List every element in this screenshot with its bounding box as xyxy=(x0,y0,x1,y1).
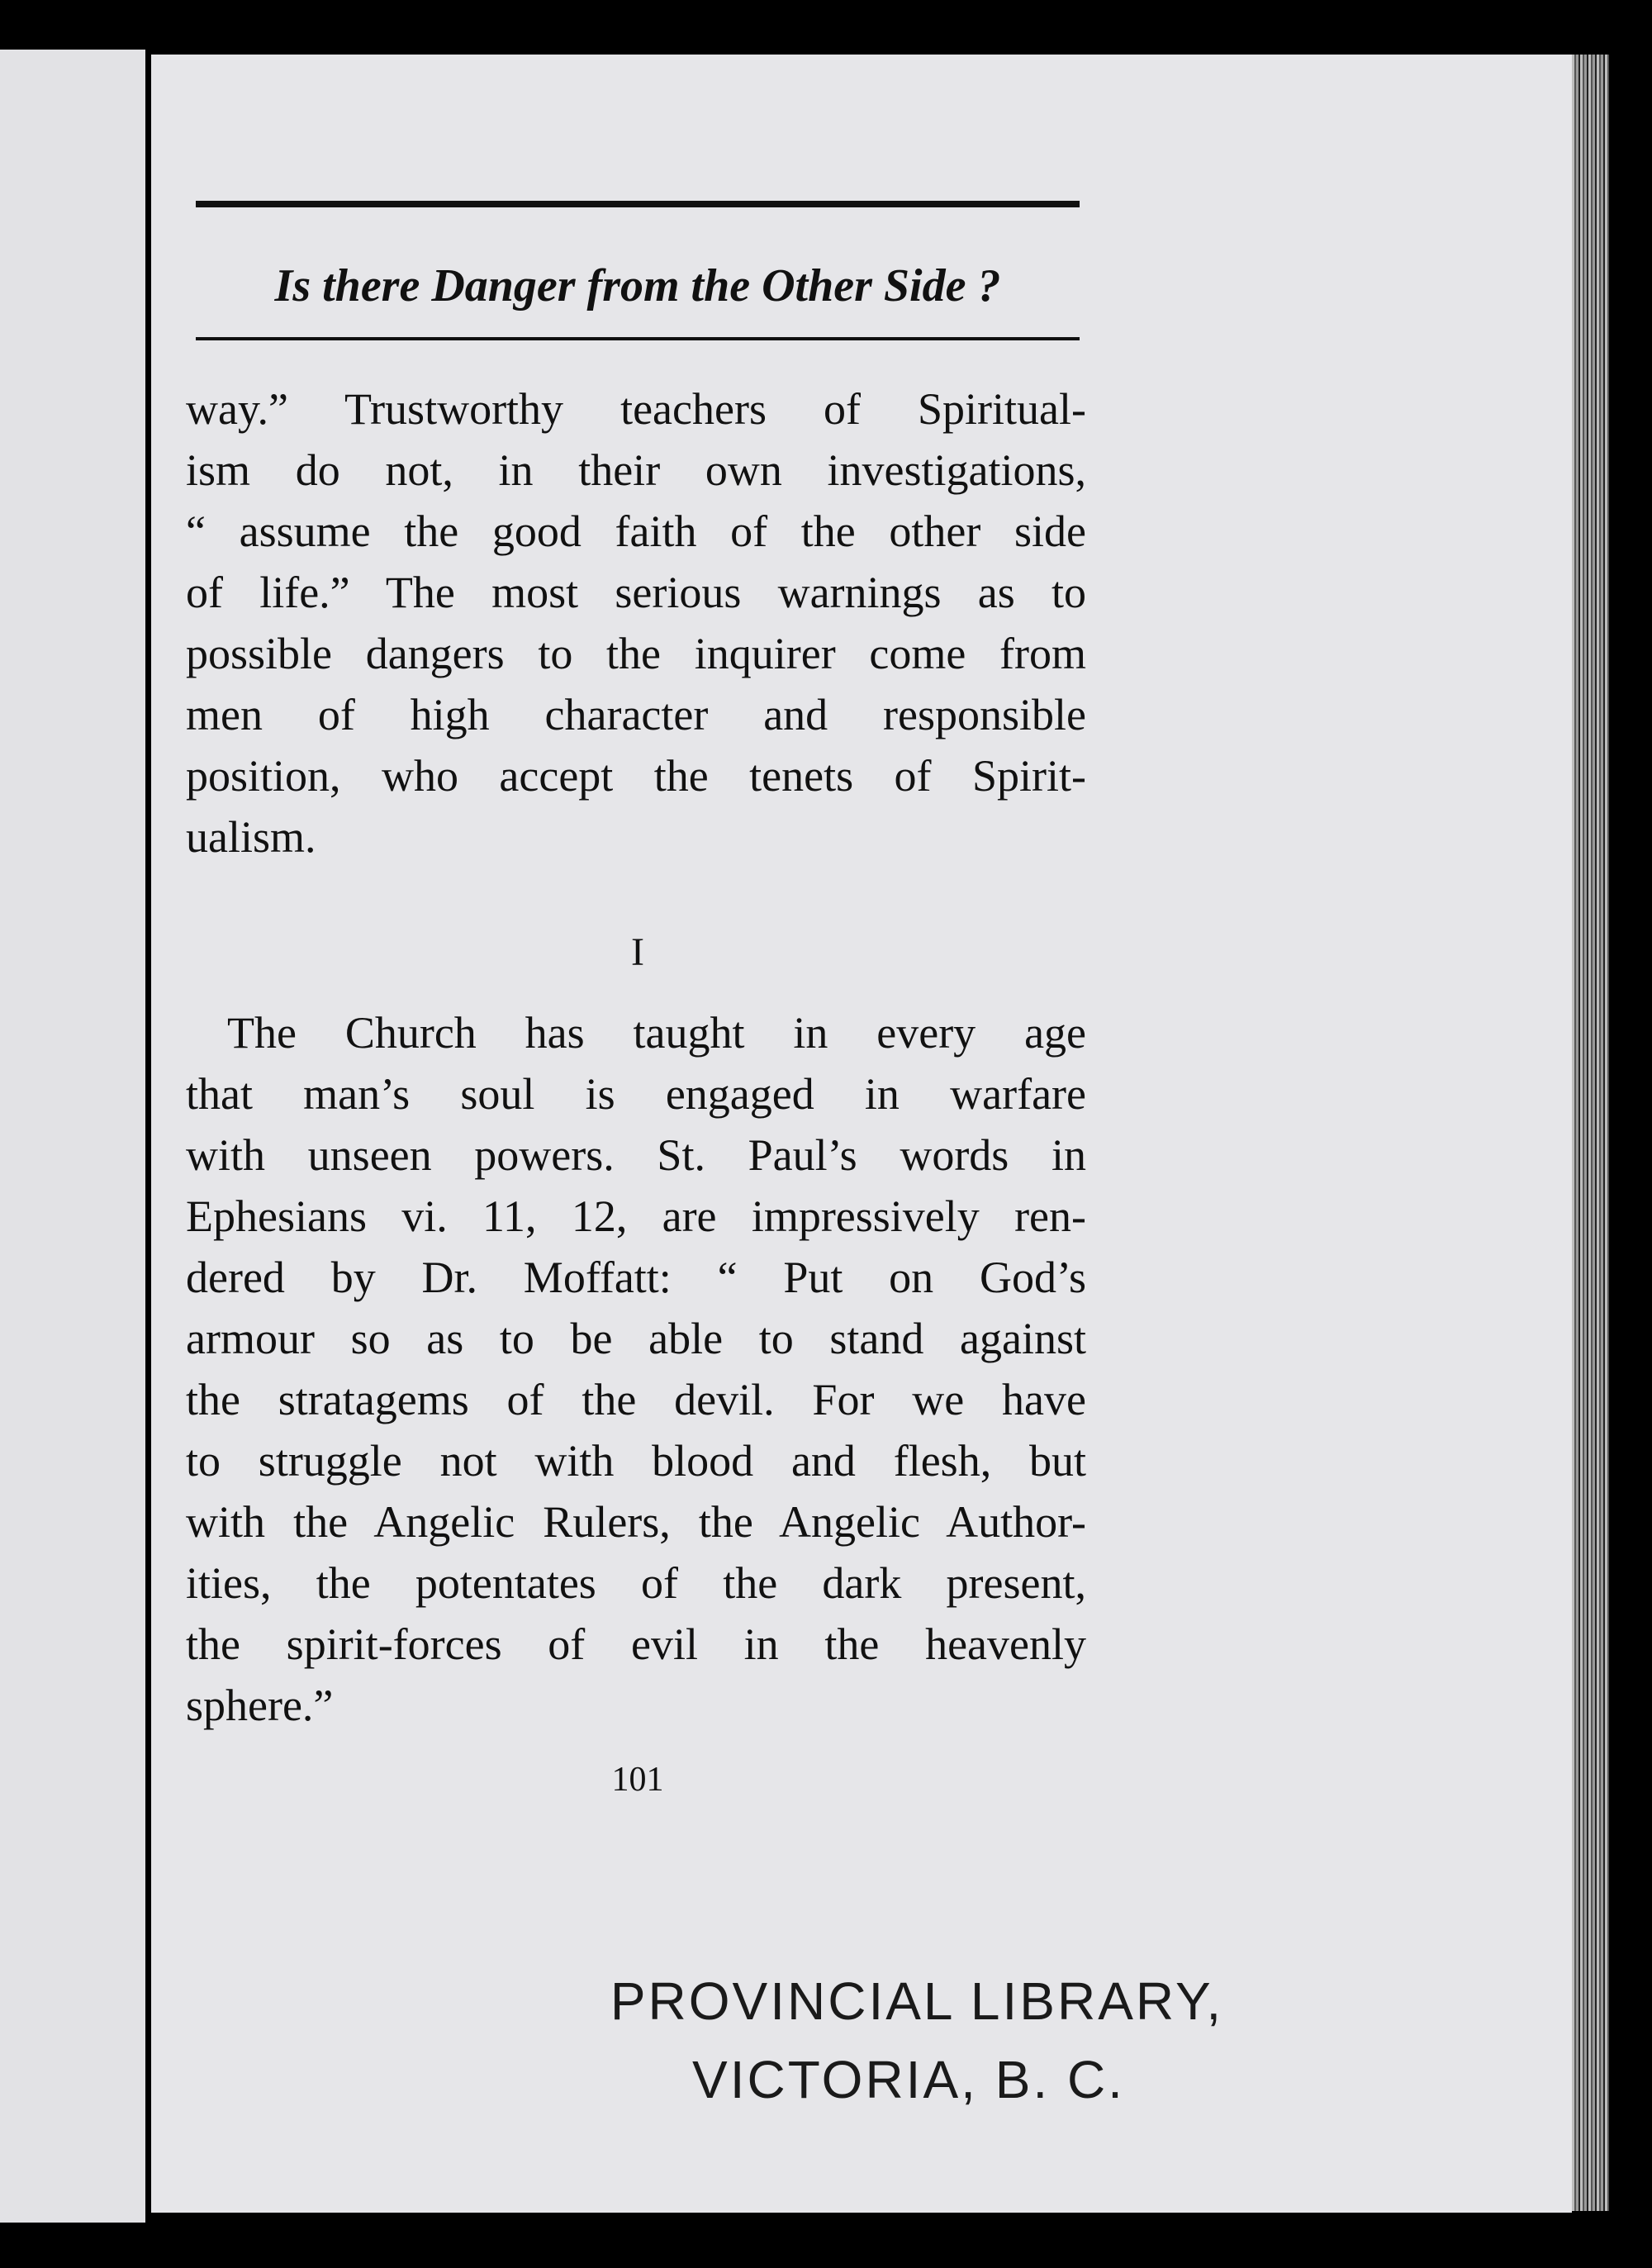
facing-page-edge xyxy=(0,50,145,2223)
text-line: with unseen powers. St. Paul’s words in xyxy=(186,1130,1086,1180)
text-line: dered by Dr. Moffatt: “ Put on God’s xyxy=(186,1253,1086,1302)
text-line: ualism. xyxy=(186,812,316,862)
text-line: ism do not, in their own investigations, xyxy=(186,445,1086,495)
text-line: Ephesians vi. 11, 12, are impressively ren- xyxy=(186,1191,1086,1241)
page-number: 101 xyxy=(611,1761,664,1799)
text-line: The Church has taught in every age xyxy=(227,1008,1086,1058)
text-line: men of high character and responsible xyxy=(186,690,1086,739)
library-stamp-line-2: VICTORIA, B. C. xyxy=(692,2050,1125,2109)
text-line: the spirit-forces of evil in the heavenly xyxy=(186,1619,1086,1669)
text-line: the stratagems of the devil. For we have xyxy=(186,1375,1086,1424)
text-line: position, who accept the tenets of Spirit- xyxy=(186,751,1086,801)
text-line: with the Angelic Rulers, the Angelic Author- xyxy=(186,1497,1086,1547)
text-line: ities, the potentates of the dark present, xyxy=(186,1558,1086,1608)
page-edge-strip xyxy=(1572,55,1609,2211)
text-line: “ assume the good faith of the other side xyxy=(186,506,1086,556)
text-line: to struggle not with blood and flesh, but xyxy=(186,1436,1086,1486)
text-line: that man’s soul is engaged in warfare xyxy=(186,1069,1086,1119)
text-line: of life.” The most serious warnings as to xyxy=(186,568,1086,617)
library-stamp-line-1: PROVINCIAL LIBRARY, xyxy=(610,1971,1224,2031)
text-line: possible dangers to the inquirer come from xyxy=(186,629,1086,678)
text-line: sphere.” xyxy=(186,1681,334,1730)
header-rule-bottom xyxy=(196,337,1080,340)
text-line: armour so as to be able to stand against xyxy=(186,1314,1086,1363)
section-number: I xyxy=(631,930,644,974)
text-line: way.” Trustworthy teachers of Spiritual- xyxy=(186,384,1086,434)
paragraph-2 xyxy=(186,1002,1086,1736)
paragraph-1 xyxy=(186,378,1086,868)
header-rule-top xyxy=(196,201,1080,207)
running-head: Is there Danger from the Other Side ? xyxy=(274,260,1001,311)
